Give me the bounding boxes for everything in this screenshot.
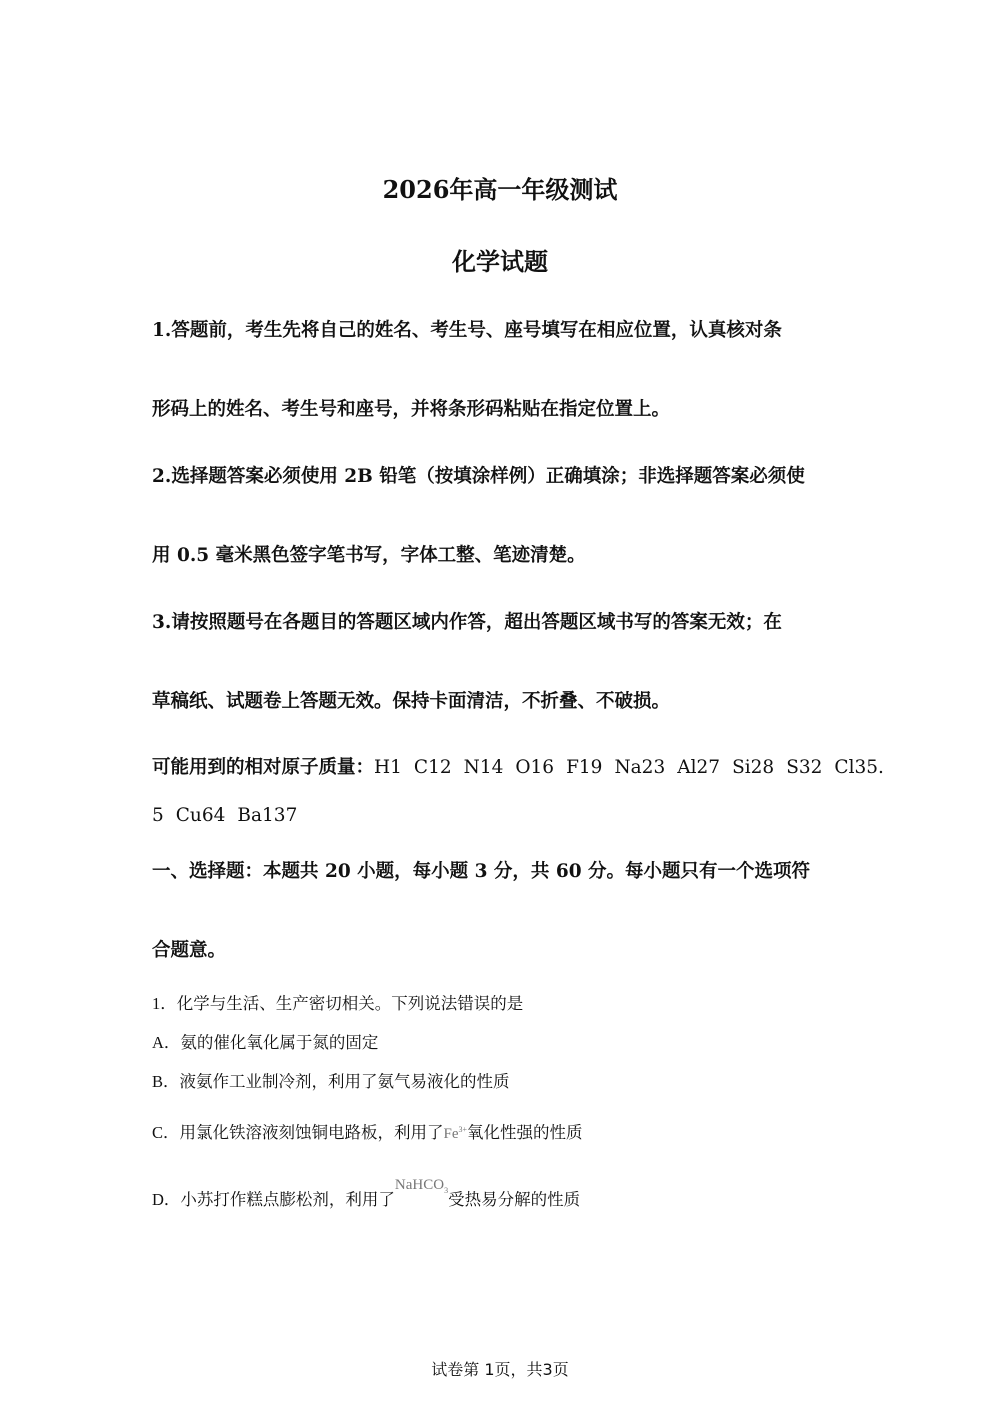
option-d-text-post: 受热易分解的性质 (448, 1190, 581, 1209)
notice-3-line-1: 3.请按照题号在各题目的答题区域内作答，超出答题区域书写的答案无效；在 (152, 612, 782, 633)
atomic-mass-value-cont-0: 5 (152, 805, 164, 826)
atomic-mass-value-cont-2: Ba137 (237, 805, 298, 826)
atomic-mass-values-2 (152, 805, 297, 826)
atomic-mass-line-2 (152, 805, 297, 826)
atomic-mass-value-7: Si28 (732, 757, 775, 778)
notice-3-line-2: 草稿纸、试题卷上答题无效。保持卡面清洁，不折叠、不破损。 (152, 691, 671, 712)
option-d-text-pre: 小苏打作糕点膨松剂，利用了 (180, 1190, 395, 1209)
section-heading-line-2: 合题意。 (152, 940, 227, 961)
option-d (152, 1177, 581, 1211)
notice-1-line-2: 形码上的姓名、考生号和座号，并将条形码粘贴在指定位置上。 (152, 399, 671, 420)
atomic-mass-label: 可能用到的相对原子质量： (152, 757, 375, 778)
atomic-mass-value-0: H1 (374, 757, 402, 778)
question-stem-text: 化学与生活、生产密切相关。下列说法错误的是 (176, 994, 524, 1013)
option-a (152, 1029, 378, 1053)
option-a-text: 氨的催化氧化属于氮的固定 (180, 1033, 379, 1052)
atomic-mass-value-4: F19 (566, 757, 603, 778)
atomic-mass-values-1 (374, 757, 884, 778)
option-b-letter: B． (152, 1072, 180, 1091)
option-b-text: 液氨作工业制冷剂，利用了氨气易液化的性质 (179, 1072, 510, 1091)
atomic-mass-value-9: Cl35. (834, 757, 884, 778)
fe3-formula: $Fe^{3+}$ (443, 1125, 468, 1142)
subject-title: 化学试题 (452, 247, 548, 276)
atomic-mass-value-3: O16 (515, 757, 555, 778)
option-c-text-post: 氧化性强的性质 (467, 1123, 583, 1142)
option-b (152, 1068, 510, 1092)
exam-title: 2026年高一年级测试 (382, 175, 618, 204)
atomic-mass-value-6: Al27 (677, 757, 721, 778)
atomic-mass-value-8: S32 (786, 757, 823, 778)
option-a-letter: A． (152, 1033, 181, 1052)
nahco3-formula: NaHCO$_3$ (394, 1177, 449, 1195)
question-1-stem (152, 990, 523, 1014)
notice-1-line-1: 1.答题前，考生先将自己的姓名、考生号、座号填写在相应位置，认真核对条 (152, 320, 782, 341)
option-c-letter: C． (152, 1123, 180, 1142)
option-d-letter: D． (152, 1190, 181, 1209)
question-number: 1． (152, 994, 177, 1013)
section-heading-line-1: 一、选择题：本题共 20 小题，每小题 3 分，共 60 分。每小题只有一个选项符 (152, 861, 811, 882)
notice-2-line-1: 2.选择题答案必须使用 2B 铅笔（按填涂样例）正确填涂；非选择题答案必须使 (152, 466, 805, 487)
atomic-mass-value-1: C12 (413, 757, 452, 778)
page-footer: 试卷第 1页，共3页 (431, 1360, 569, 1379)
atomic-mass-value-2: N14 (463, 757, 504, 778)
option-c-text-pre: 用氯化铁溶液刻蚀铜电路板，利用了 (179, 1123, 444, 1142)
atomic-mass-line-1 (152, 753, 884, 779)
atomic-mass-value-5: Na23 (614, 757, 666, 778)
option-c (152, 1119, 583, 1143)
notice-2-line-2: 用 0.5 毫米黑色签字笔书写，字体工整、笔迹清楚。 (152, 545, 586, 566)
atomic-mass-value-cont-1: Cu64 (175, 805, 226, 826)
